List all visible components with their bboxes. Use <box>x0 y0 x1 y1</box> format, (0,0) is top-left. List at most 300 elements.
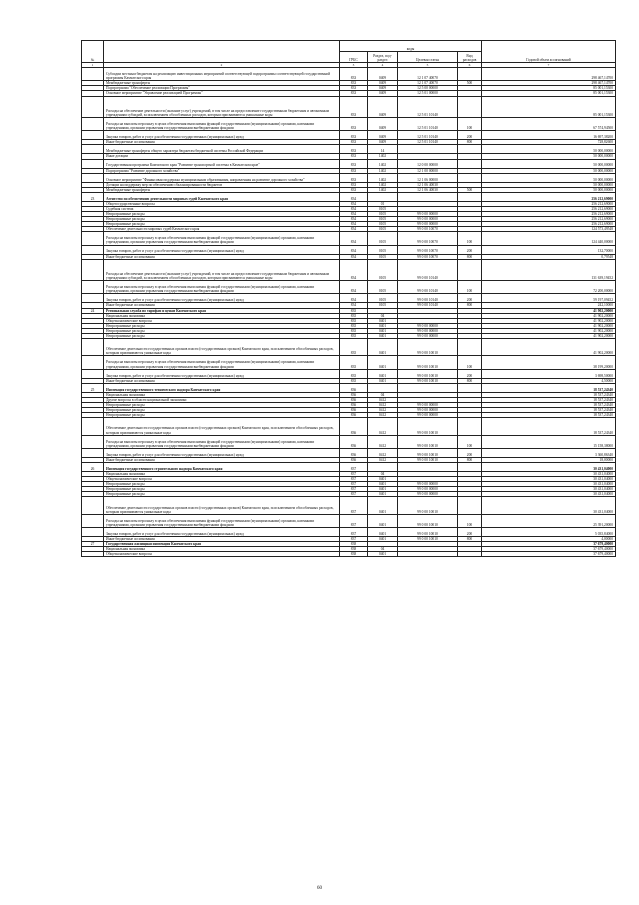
row-expense-type: 200 <box>458 448 482 457</box>
row-razdel: 1402 <box>368 182 398 187</box>
row-number <box>82 514 104 527</box>
row-razdel: 0401 <box>368 527 398 536</box>
row-name: Непрограммные расходы <box>104 323 340 328</box>
row-name: Закупка товаров, работ и услуг для обеспечения государственных (муниципальных) нужд <box>104 527 340 536</box>
row-target-article: 99 0 00 00000 <box>398 334 458 339</box>
row-grbs: 836 <box>340 408 368 413</box>
row-expense-type: 200 <box>458 131 482 140</box>
row-grbs: 837 <box>340 497 368 514</box>
row-name: Закупка товаров, работ и услуг для обеспечения государственных (муниципальных) нужд <box>104 131 340 140</box>
row-grbs: 838 <box>340 542 368 547</box>
row-amount: 256 212,69000 <box>482 201 616 206</box>
row-amount: 50 000,00000 <box>482 182 616 187</box>
row-razdel: 04 <box>368 471 398 476</box>
row-grbs: 837 <box>340 492 368 497</box>
row-target-article: 99 0 00 10010 <box>398 378 458 383</box>
row-amount: 5 035,84000 <box>482 527 616 536</box>
col-index: 2 <box>104 63 340 68</box>
table-row <box>82 369 616 378</box>
row-expense-type <box>458 462 482 471</box>
row-amount: 37 679,40000 <box>482 552 616 557</box>
row-expense-type <box>458 68 482 81</box>
row-razdel: 0105 <box>368 217 398 222</box>
row-razdel: 0105 <box>368 254 398 259</box>
col-header-number: № <box>82 41 104 63</box>
row-name: Непрограммные расходы <box>104 487 340 492</box>
row-razdel: 0401 <box>368 328 398 333</box>
row-razdel: 04 <box>368 547 398 552</box>
row-target-article: 99 0 00 10140 <box>398 259 458 281</box>
row-razdel: 0401 <box>368 514 398 527</box>
row-grbs: 833 <box>340 145 368 154</box>
row-number <box>82 145 104 154</box>
row-amount: 25 391,20000 <box>482 514 616 527</box>
row-amount: 256 212,69000 <box>482 222 616 227</box>
row-name: Основное мероприятие "Финансовая поддержка муниципальным образованиям, направленная на развитие дорожного хозяйства" <box>104 173 340 182</box>
row-expense-type <box>458 383 482 392</box>
row-name: Иные бюджетные ассигнования <box>104 303 340 308</box>
row-amount: 728,82600 <box>482 140 616 145</box>
row-grbs: 834 <box>340 212 368 217</box>
agency-row <box>82 462 616 471</box>
row-amount: 18 537,24340 <box>482 392 616 397</box>
row-number <box>82 131 104 140</box>
row-target-article: 12 1 00 00000 <box>398 168 458 173</box>
table-row <box>82 68 616 81</box>
row-expense-type <box>458 159 482 168</box>
row-target-article: 99 0 00 10070 <box>398 232 458 245</box>
row-grbs: 838 <box>340 552 368 557</box>
row-name: Общеэкономические вопросы <box>104 552 340 557</box>
row-grbs: 833 <box>340 86 368 91</box>
row-amount: 16 697,38200 <box>482 131 616 140</box>
row-amount: 37 679,40000 <box>482 542 616 547</box>
row-amount: 18 537,24340 <box>482 418 616 435</box>
row-target-article: 99 0 00 00000 <box>398 487 458 492</box>
row-target-article: 12 5 01 00000 <box>398 91 458 96</box>
row-amount: 242,10000 <box>482 303 616 308</box>
row-name: Расходы на выплаты персоналу в целях обеспечения выполнения функций государственными (муниципальными) органами, казенными учреждениями, органами управления государственными внебюджетными фондами <box>104 514 340 527</box>
row-amount: 30 431,04000 <box>482 497 616 514</box>
row-expense-type <box>458 145 482 154</box>
row-grbs: 837 <box>340 477 368 482</box>
row-razdel: 0105 <box>368 232 398 245</box>
row-target-article <box>398 383 458 392</box>
row-razdel <box>368 462 398 471</box>
row-amount: 18 537,24340 <box>482 397 616 402</box>
row-name: Непрограммные расходы <box>104 328 340 333</box>
row-number <box>82 369 104 378</box>
row-amount: 59 197,09452 <box>482 294 616 303</box>
row-name: Расходы на выплаты персоналу в целях обеспечения выполнения функций государственными (муниципальными) органами, казенными учреждениями, органами управления государственными внебюджетными фондами <box>104 232 340 245</box>
row-razdel: 0409 <box>368 81 398 86</box>
row-name: Непрограммные расходы <box>104 222 340 227</box>
row-razdel: 04 <box>368 392 398 397</box>
row-amount: 41 902,20000 <box>482 313 616 318</box>
row-expense-type: 100 <box>458 356 482 369</box>
col-index: 5 <box>398 63 458 68</box>
row-target-article: 99 0 00 10010 <box>398 369 458 378</box>
col-header-sum: Годовой объем ассигнований <box>482 41 616 63</box>
table-row <box>82 131 616 140</box>
row-grbs: 833 <box>340 131 368 140</box>
row-grbs: 833 <box>340 91 368 96</box>
row-name: Агентство по обеспечению деятельности мировых судей Камчатского края <box>104 192 340 201</box>
row-amount: 124 440,00000 <box>482 232 616 245</box>
row-amount: 131 639,19452 <box>482 259 616 281</box>
row-target-article: 12 5 00 00000 <box>398 86 458 91</box>
row-number <box>82 356 104 369</box>
row-amount: 41 902,20000 <box>482 308 616 313</box>
row-number: 25 <box>82 383 104 392</box>
row-number <box>82 96 104 118</box>
row-expense-type: 500 <box>458 81 482 86</box>
row-razdel: 1402 <box>368 173 398 182</box>
row-target-article: 99 0 00 10010 <box>398 435 458 448</box>
row-number: 23 <box>82 192 104 201</box>
row-target-article: 12 5 01 10140 <box>398 140 458 145</box>
row-number <box>82 118 104 131</box>
table-row <box>82 356 616 369</box>
row-name: Национальная экономика <box>104 471 340 476</box>
row-name: Закупка товаров, работ и услуг для обеспечения государственных (муниципальных) нужд <box>104 369 340 378</box>
row-amount: 30 431,04000 <box>482 462 616 471</box>
row-target-article: 12 1 06 40030 <box>398 182 458 187</box>
row-name: Расходы на обеспечение деятельности (оказание услуг) учреждений, в том числе на предоставление государственным бюджетным и автономным учреждениям субсидий, за исключением обособленных расходов, которым присваиваются уникальные коды <box>104 259 340 281</box>
row-grbs: 835 <box>340 328 368 333</box>
row-grbs: 834 <box>340 294 368 303</box>
row-amount: 256 212,69000 <box>482 212 616 217</box>
row-grbs: 833 <box>340 187 368 192</box>
agency-row <box>82 383 616 392</box>
row-target-article: 99 0 00 10010 <box>398 339 458 356</box>
row-grbs: 837 <box>340 527 368 536</box>
row-razdel: 1402 <box>368 154 398 159</box>
row-amount: 85 001,15300 <box>482 91 616 96</box>
row-grbs: 838 <box>340 547 368 552</box>
row-name: Национальная экономика <box>104 547 340 552</box>
row-name: Обеспечение деятельности государственных органов власти (государственных органов) Камчатского края, за исключением обособленных расходов, которым присваиваются уникальные коды <box>104 497 340 514</box>
row-grbs: 834 <box>340 245 368 254</box>
budget-table <box>81 40 616 557</box>
row-target-article: 99 0 00 00000 <box>398 482 458 487</box>
row-amount: 0,79548 <box>482 254 616 259</box>
row-name: Иные бюджетные ассигнования <box>104 378 340 383</box>
row-amount: 256 212,69000 <box>482 192 616 201</box>
row-target-article <box>398 462 458 471</box>
row-amount: 85 001,15300 <box>482 96 616 118</box>
row-expense-type <box>458 497 482 514</box>
row-grbs: 833 <box>340 118 368 131</box>
table-row <box>82 173 616 182</box>
row-razdel: 0401 <box>368 552 398 557</box>
row-expense-type <box>458 418 482 435</box>
row-target-article: 12 0 00 00000 <box>398 159 458 168</box>
row-target-article: 12 1 06 00000 <box>398 173 458 182</box>
row-grbs: 835 <box>340 339 368 356</box>
table-row <box>82 514 616 527</box>
row-name: Обеспечение деятельности мировых судей Камчатского края <box>104 227 340 232</box>
row-expense-type: 800 <box>458 303 482 308</box>
row-name: Закупка товаров, работ и услуг для обеспечения государственных (муниципальных) нужд <box>104 245 340 254</box>
row-grbs: 835 <box>340 369 368 378</box>
row-expense-type: 800 <box>458 457 482 462</box>
row-razdel: 0105 <box>368 245 398 254</box>
row-target-article: 99 0 00 10140 <box>398 281 458 294</box>
row-number <box>82 418 104 435</box>
row-name: Непрограммные расходы <box>104 334 340 339</box>
row-target-article: 99 0 00 00000 <box>398 413 458 418</box>
row-grbs: 836 <box>340 418 368 435</box>
row-grbs: 836 <box>340 448 368 457</box>
row-target-article: 99 0 00 10010 <box>398 356 458 369</box>
row-grbs: 834 <box>340 217 368 222</box>
row-target-article: 99 0 00 10010 <box>398 514 458 527</box>
row-name: Непрограммные расходы <box>104 408 340 413</box>
row-name: Иные бюджетные ассигнования <box>104 536 340 541</box>
row-razdel: 1402 <box>368 187 398 192</box>
row-target-article: 12 1 07 40070 <box>398 81 458 86</box>
row-grbs: 836 <box>340 392 368 397</box>
table-row <box>82 435 616 448</box>
row-name: Иные дотации <box>104 154 340 159</box>
row-amount: 72 200,00000 <box>482 281 616 294</box>
row-amount: 18 537,24340 <box>482 383 616 392</box>
row-name: Непрограммные расходы <box>104 492 340 497</box>
row-grbs: 834 <box>340 254 368 259</box>
row-amount: 298 467,14700 <box>482 81 616 86</box>
row-amount: 50 000,00000 <box>482 145 616 154</box>
row-razdel: 0105 <box>368 212 398 217</box>
row-razdel: 0401 <box>368 323 398 328</box>
row-amount: 50 000,00000 <box>482 159 616 168</box>
row-target-article: 99 0 00 00000 <box>398 217 458 222</box>
row-amount: 41 902,20000 <box>482 323 616 328</box>
row-amount: 38 199,20000 <box>482 356 616 369</box>
row-name: Общеэкономические вопросы <box>104 318 340 323</box>
row-razdel: 0401 <box>368 497 398 514</box>
row-name: Закупка товаров, работ и услуг для обеспечения государственных (муниципальных) нужд <box>104 294 340 303</box>
col-index: 4 <box>368 63 398 68</box>
agency-row <box>82 192 616 201</box>
row-target-article: 12 5 01 10140 <box>398 96 458 118</box>
table-row <box>82 281 616 294</box>
row-expense-type: 200 <box>458 245 482 254</box>
row-razdel: 14 <box>368 145 398 154</box>
row-razdel: 0105 <box>368 281 398 294</box>
row-amount: 67 574,94500 <box>482 118 616 131</box>
row-grbs: 835 <box>340 378 368 383</box>
row-number <box>82 259 104 281</box>
row-grbs: 834 <box>340 206 368 211</box>
row-name: Подпрограмма "Развитие дорожного хозяйства" <box>104 168 340 173</box>
col-index: 1 <box>82 63 104 68</box>
row-razdel: 0401 <box>368 487 398 492</box>
row-name: Непрограммные расходы <box>104 402 340 407</box>
row-razdel: 0105 <box>368 303 398 308</box>
row-number <box>82 281 104 294</box>
table-row <box>82 448 616 457</box>
row-target-article: 12 1 06 40030 <box>398 187 458 192</box>
row-amount: 256 212,69000 <box>482 206 616 211</box>
row-name: Расходы на обеспечение деятельности (оказание услуг) учреждений, в том числе на предоставление государственным бюджетным и автономным учреждениям субсидий, за исключением обособленных расходов, которым присваиваются уникальные коды <box>104 96 340 118</box>
row-razdel: 0412 <box>368 413 398 418</box>
row-name: Национальная экономика <box>104 392 340 397</box>
row-name: Непрограммные расходы <box>104 482 340 487</box>
row-expense-type: 800 <box>458 140 482 145</box>
row-number <box>82 552 104 557</box>
row-razdel: 0412 <box>368 418 398 435</box>
row-amount: 50 000,00000 <box>482 154 616 159</box>
row-number <box>82 159 104 168</box>
row-target-article <box>398 192 458 201</box>
table-row <box>82 552 616 557</box>
row-razdel: 04 <box>368 313 398 318</box>
row-amount: 15 158,38000 <box>482 435 616 448</box>
row-grbs: 834 <box>340 281 368 294</box>
table-row <box>82 232 616 245</box>
row-name: Обеспечение деятельности государственных органов власти (государственных органов) Камчатского края, за исключением обособленных расходов, которым присваиваются уникальные коды <box>104 339 340 356</box>
row-razdel: 0412 <box>368 435 398 448</box>
row-grbs: 833 <box>340 159 368 168</box>
row-grbs: 834 <box>340 201 368 206</box>
row-grbs: 834 <box>340 303 368 308</box>
row-amount: 41 902,20000 <box>482 334 616 339</box>
row-grbs: 837 <box>340 462 368 471</box>
row-amount: 18 537,24340 <box>482 402 616 407</box>
row-target-article: 99 0 00 10010 <box>398 457 458 462</box>
row-razdel: 0412 <box>368 448 398 457</box>
row-amount: 41 902,20000 <box>482 318 616 323</box>
row-number <box>82 173 104 182</box>
table-row <box>82 96 616 118</box>
row-number <box>82 527 104 536</box>
row-amount: 18 537,24340 <box>482 413 616 418</box>
row-amount: 256 212,69000 <box>482 217 616 222</box>
row-grbs: 836 <box>340 383 368 392</box>
row-expense-type <box>458 192 482 201</box>
row-grbs: 835 <box>340 323 368 328</box>
row-expense-type <box>458 339 482 356</box>
row-grbs: 833 <box>340 68 368 81</box>
table-row <box>82 145 616 154</box>
row-razdel: 01 <box>368 201 398 206</box>
row-expense-type: 200 <box>458 369 482 378</box>
row-razdel: 0409 <box>368 68 398 81</box>
row-name: Общегосударственные вопросы <box>104 201 340 206</box>
row-target-article: 99 0 00 10140 <box>398 303 458 308</box>
row-target-article: 99 0 00 00000 <box>398 222 458 227</box>
row-name: Непрограммные расходы <box>104 413 340 418</box>
row-razdel <box>368 192 398 201</box>
row-name: Обеспечение деятельности государственных органов власти (государственных органов) Камчатского края, за исключением обособленных расходов, которым присваиваются уникальные коды <box>104 418 340 435</box>
row-grbs: 836 <box>340 397 368 402</box>
col-header-grbs: ГРБС <box>340 52 368 63</box>
row-razdel: 0105 <box>368 227 398 232</box>
row-razdel: 0409 <box>368 131 398 140</box>
col-header-expense-type: Вид расходов <box>458 52 482 63</box>
row-amount: 4,00000 <box>482 536 616 541</box>
row-target-article: 99 0 00 00000 <box>398 492 458 497</box>
row-razdel: 0412 <box>368 408 398 413</box>
col-index: 6 <box>458 63 482 68</box>
row-target-article <box>398 552 458 557</box>
row-grbs: 836 <box>340 457 368 462</box>
row-razdel: 0412 <box>368 402 398 407</box>
row-grbs: 834 <box>340 227 368 232</box>
page-number: 60 <box>317 886 322 891</box>
table-body <box>82 68 616 557</box>
row-grbs: 837 <box>340 487 368 492</box>
row-amount: 18 537,24340 <box>482 408 616 413</box>
row-razdel: 0105 <box>368 294 398 303</box>
row-number <box>82 435 104 448</box>
row-amount: 4,50000 <box>482 378 616 383</box>
row-grbs: 834 <box>340 232 368 245</box>
row-name: Непрограммные расходы <box>104 212 340 217</box>
row-name: Закупка товаров, работ и услуг для обеспечения государственных (муниципальных) нужд <box>104 448 340 457</box>
row-grbs: 834 <box>340 259 368 281</box>
row-target-article: 99 0 00 10070 <box>398 245 458 254</box>
row-razdel: 0409 <box>368 91 398 96</box>
row-razdel: 0105 <box>368 259 398 281</box>
row-number <box>82 245 104 254</box>
row-razdel: 0105 <box>368 206 398 211</box>
row-name: Государственная жилищная инспекция Камчатского края <box>104 542 340 547</box>
row-expense-type <box>458 96 482 118</box>
table-row <box>82 118 616 131</box>
row-target-article: 99 0 00 10010 <box>398 536 458 541</box>
row-target-article: 99 0 00 10010 <box>398 527 458 536</box>
row-grbs: 837 <box>340 482 368 487</box>
row-amount: 18,00000 <box>482 457 616 462</box>
row-razdel: 0401 <box>368 477 398 482</box>
row-razdel: 0401 <box>368 369 398 378</box>
row-expense-type: 100 <box>458 232 482 245</box>
row-name: Расходы на выплаты персоналу в целях обеспечения выполнения функций государственными (муниципальными) органами, казенными учреждениями, органами управления государственными внебюджетными фондами <box>104 281 340 294</box>
row-grbs: 834 <box>340 222 368 227</box>
row-target-article: 12 5 01 10140 <box>398 131 458 140</box>
row-grbs: 833 <box>340 96 368 118</box>
row-expense-type: 100 <box>458 435 482 448</box>
row-amount: 124 573,49548 <box>482 227 616 232</box>
row-grbs: 837 <box>340 514 368 527</box>
row-target-article <box>398 145 458 154</box>
row-razdel: 0401 <box>368 482 398 487</box>
row-grbs: 833 <box>340 140 368 145</box>
row-target-article: 99 0 00 00000 <box>398 323 458 328</box>
row-amount: 50 000,00000 <box>482 173 616 182</box>
row-amount: 50 000,00000 <box>482 187 616 192</box>
row-expense-type: 800 <box>458 254 482 259</box>
row-grbs: 837 <box>340 471 368 476</box>
row-name: Основное мероприятие "Управление реализацией Программы" <box>104 91 340 96</box>
row-grbs: 833 <box>340 182 368 187</box>
row-razdel: 0412 <box>368 397 398 402</box>
row-grbs: 836 <box>340 435 368 448</box>
row-razdel: 0401 <box>368 536 398 541</box>
table-row <box>82 497 616 514</box>
row-name: Иные бюджетные ассигнования <box>104 254 340 259</box>
row-grbs: 833 <box>340 154 368 159</box>
row-name: Межбюджетные трансферты общего характера бюджетам бюджетной системы Российской Федерации <box>104 145 340 154</box>
row-target-article: 99 0 00 10140 <box>398 294 458 303</box>
row-amount: 132,70000 <box>482 245 616 254</box>
row-name: Расходы на выплаты персоналу в целях обеспечения выполнения функций государственными (муниципальными) органами, казенными учреждениями, органами управления государственными внебюджетными фондами <box>104 356 340 369</box>
col-header-name <box>104 41 340 63</box>
row-name: Инспекция государственного технического надзора Камчатского края <box>104 383 340 392</box>
row-razdel: 0409 <box>368 96 398 118</box>
